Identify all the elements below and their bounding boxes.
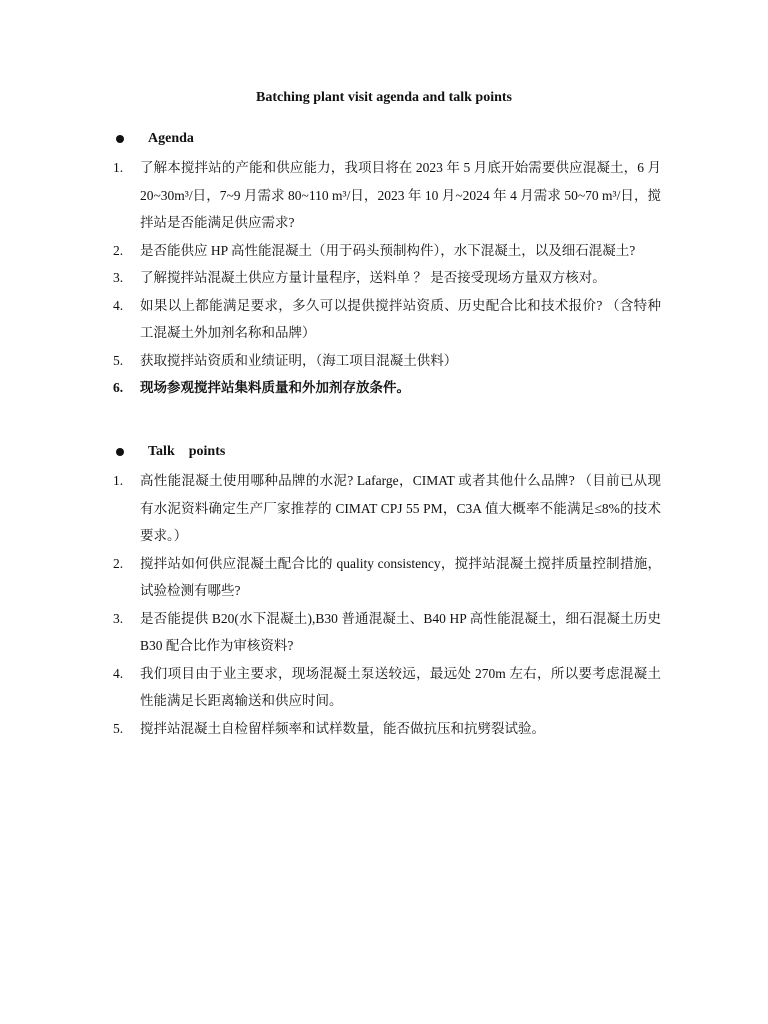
agenda-item-number: 3. xyxy=(113,270,124,285)
agenda-list xyxy=(113,154,661,402)
agenda-item xyxy=(113,347,661,375)
agenda-item-number: 1. xyxy=(113,160,124,175)
agenda-item-number: 4. xyxy=(113,297,124,313)
agenda-item xyxy=(113,264,661,292)
agenda-item-number: 2. xyxy=(113,242,124,258)
agenda-heading xyxy=(113,129,194,149)
talk-point-item xyxy=(113,715,661,743)
talk-point-number: 2. xyxy=(113,555,124,571)
talk-point-text: 搅拌站如何供应混凝土配合比的 quality consistency，搅拌站混凝土搅拌质量控制措施，试验检测有哪些? xyxy=(140,555,661,598)
agenda-item-number: 5. xyxy=(113,352,124,368)
talk-point-item xyxy=(113,660,661,715)
talk-point-item xyxy=(113,550,661,605)
agenda-item-text: 是否能供应 HP 高性能混凝土（用于码头预制构件），水下混凝土，以及细石混凝土? xyxy=(140,242,636,258)
bullet-dot-icon xyxy=(116,448,124,456)
agenda-item xyxy=(113,374,661,402)
talk-points-heading-label: Talk points xyxy=(148,444,226,459)
agenda-item-text: 了解搅拌站混凝土供应方量计量程序，送料单 ？ 是否接受现场方量双方核对。 xyxy=(140,270,606,285)
talk-points-list xyxy=(113,467,661,742)
talk-point-number: 5. xyxy=(113,720,124,736)
agenda-item xyxy=(113,154,661,237)
agenda-item-text: 了解本搅拌站的产能和供应能力，我项目将在 2023 年 5 月底开始需要供应混凝土，6 月 20~30m³/日，7~9 月需求 80~110 m³/日，2023 年 10 月~2024 年 4 月需求 50~70 m³/日，搅拌站是否能满足供应需求? xyxy=(140,160,661,230)
agenda-heading-label: Agenda xyxy=(148,131,194,146)
document-title: Batching plant visit agenda and talk points xyxy=(256,90,512,105)
agenda-item-number: 6. xyxy=(113,380,124,395)
talk-point-text: 我们项目由于业主要求，现场混凝土泵送较远，最远处 270m 左右，所以要考虑混凝土性能满足长距离输送和供应时间。 xyxy=(140,665,661,708)
talk-point-text: 高性能混凝土使用哪种品牌的水泥? Lafarge，CIMAT 或者其他什么品牌? （目前已从现有水泥资料确定生产厂家推荐的 CIMAT CPJ 55 PM，C3A 值大概率不能满足≤8%的技术要求。） xyxy=(140,473,661,543)
talk-point-number: 1. xyxy=(113,473,124,488)
talk-point-number: 4. xyxy=(113,665,124,681)
talk-point-text: 是否能提供 B20(水下混凝土),B30 普通混凝土、B40 HP 高性能混凝土，细石混凝土历史 B30 配合比作为审核资料? xyxy=(140,610,661,653)
agenda-item-text: 现场参观搅拌站集料质量和外加剂存放条件。 xyxy=(140,380,410,395)
agenda-item-text: 如果以上都能满足要求，多久可以提供搅拌站资质、历史配合比和技术报价? （含特种工混凝土外加剂名称和品牌） xyxy=(140,297,661,340)
agenda-item xyxy=(113,237,661,265)
talk-point-number: 3. xyxy=(113,610,124,626)
talk-point-item xyxy=(113,605,661,660)
talk-points-heading xyxy=(113,442,225,462)
agenda-item-text: 获取搅拌站资质和业绩证明，（海工项目混凝土供料） xyxy=(140,352,458,368)
agenda-item xyxy=(113,292,661,347)
bullet-dot-icon xyxy=(116,135,124,143)
talk-point-text: 搅拌站混凝土自检留样频率和试样数量，能否做抗压和抗劈裂试验。 xyxy=(140,720,545,736)
talk-point-item xyxy=(113,467,661,550)
